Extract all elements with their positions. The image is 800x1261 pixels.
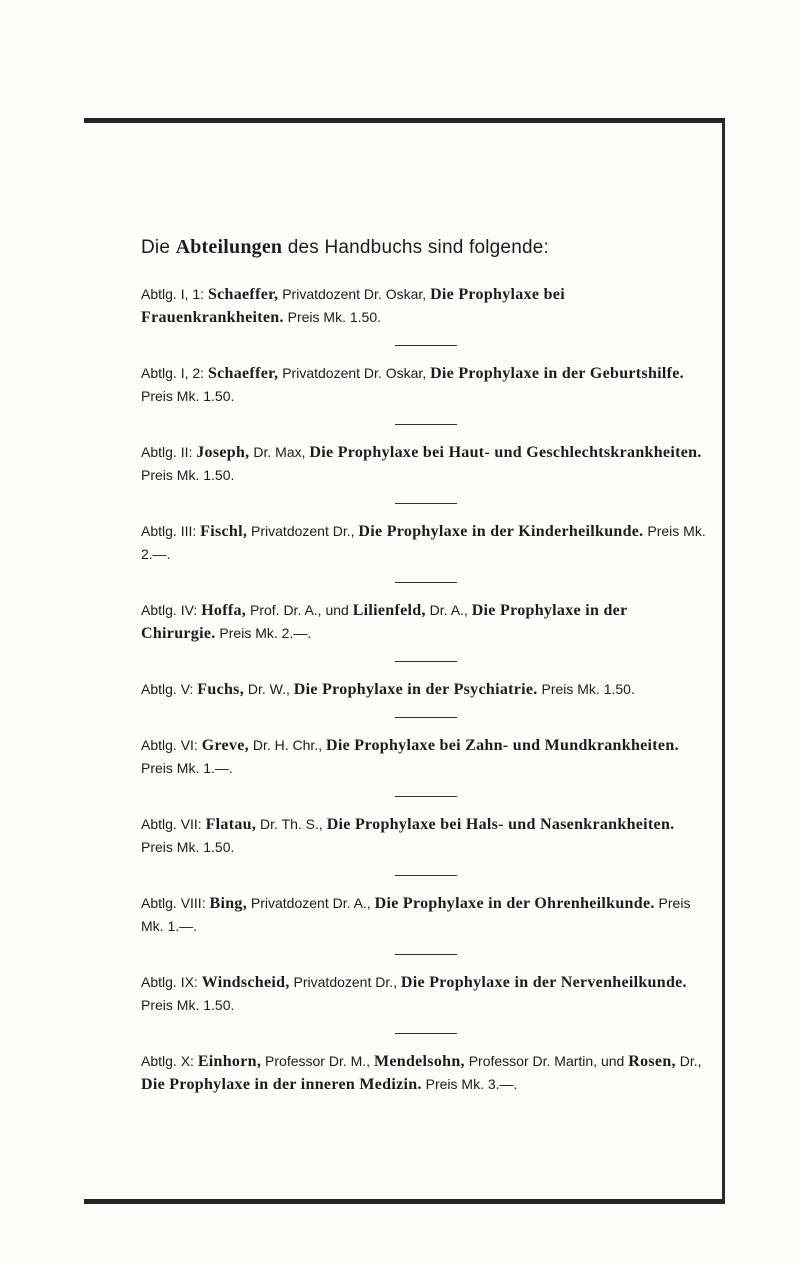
entry-abtlg: Abtlg. III:	[141, 523, 201, 539]
entry-author: Einhorn,	[197, 1053, 262, 1070]
entry-title: Die Prophylaxe in der Geburtshilfe.	[430, 365, 684, 382]
entry-author: Greve,	[201, 737, 249, 754]
separator-rule	[395, 424, 457, 425]
entry-author: Schaeffer,	[207, 365, 279, 382]
entry-title: Die Prophylaxe in der Chirurgie.	[141, 602, 628, 642]
entry-author-detail: Dr. H. Chr.,	[248, 737, 326, 753]
entry-author-2-detail: Dr. A.,	[425, 602, 472, 618]
separator-rule	[395, 796, 457, 797]
entry-author: Fischl,	[200, 523, 248, 540]
catalog-heading	[141, 236, 706, 259]
entry-price: Preis Mk. 1.50.	[141, 839, 235, 855]
entry-abtlg: Abtlg. VI:	[141, 737, 202, 753]
entry-author: Schaeffer,	[207, 286, 279, 303]
entry-author-detail: Privatdozent Dr. A.,	[247, 895, 375, 911]
entry-title: Die Prophylaxe in der Ohrenheilkunde.	[374, 895, 655, 912]
entry-author-detail: Privatdozent Dr.,	[289, 974, 401, 990]
entry-author-2: Mendelsohn,	[373, 1053, 465, 1070]
entry-title: Die Prophylaxe in der Nervenheilkunde.	[400, 974, 687, 991]
entry-price: Preis Mk. 2.—.	[141, 523, 706, 562]
heading-prefix: Die	[141, 237, 176, 258]
separator-rule	[395, 1033, 457, 1034]
entry-price: Preis Mk. 2.—.	[215, 625, 312, 641]
catalog-entry	[141, 678, 706, 701]
entry-abtlg: Abtlg. IX:	[141, 974, 202, 990]
catalog-entry	[141, 441, 706, 487]
entry-author-detail: Prof. Dr. A., und	[246, 602, 353, 618]
heading-suffix: des Handbuchs sind folgende:	[282, 237, 549, 258]
catalog-entry	[141, 283, 706, 329]
entry-abtlg: Abtlg. IV:	[141, 602, 202, 618]
entry-abtlg: Abtlg. II:	[141, 444, 197, 460]
entry-price: Preis Mk. 1.50.	[283, 309, 382, 325]
catalog-entry	[141, 362, 706, 408]
entry-price: Preis Mk. 1.50.	[141, 997, 235, 1013]
entry-title: Die Prophylaxe bei Hals- und Nasenkrankheiten.	[326, 816, 675, 833]
catalog-entry	[141, 813, 706, 859]
catalog-entry	[141, 971, 706, 1017]
entry-title: Die Prophylaxe in der Psychiatrie.	[293, 681, 538, 698]
entry-author-3: Rosen,	[628, 1053, 676, 1070]
entry-price: Preis Mk. 1.50.	[537, 681, 635, 697]
entry-abtlg: Abtlg. VII:	[141, 816, 206, 832]
catalog-content	[141, 236, 706, 1096]
entry-title: Die Prophylaxe bei Haut- und Geschlechtskrankheiten.	[309, 444, 702, 461]
catalog-entry	[141, 599, 706, 645]
entry-title: Die Prophylaxe bei Frauenkrankheiten.	[141, 286, 565, 326]
entry-price: Preis Mk. 1.—.	[141, 895, 691, 934]
catalog-entry	[141, 892, 706, 938]
entry-abtlg: Abtlg. X:	[141, 1053, 198, 1069]
separator-rule	[395, 954, 457, 955]
catalog-entry	[141, 734, 706, 780]
separator-rule	[395, 661, 457, 662]
entry-author-3-detail: Dr.,	[675, 1053, 702, 1069]
entry-author-detail: Dr. W.,	[244, 681, 294, 697]
separator-rule	[395, 717, 457, 718]
entry-author-detail: Privatdozent Dr. Oskar,	[278, 365, 431, 381]
entry-author: Flatau,	[205, 816, 257, 833]
entry-abtlg: Abtlg. I, 1:	[141, 286, 208, 302]
separator-rule	[395, 345, 457, 346]
entry-author: Windscheid,	[201, 974, 290, 991]
entry-author-detail: Dr. Max,	[249, 444, 310, 460]
entry-abtlg: Abtlg. V:	[141, 681, 198, 697]
entry-title: Die Prophylaxe in der inneren Medizin.	[141, 1076, 422, 1093]
entry-price: Preis Mk. 1.50.	[141, 388, 235, 404]
entry-author-detail: Dr. Th. S.,	[256, 816, 327, 832]
entry-author: Hoffa,	[201, 602, 247, 619]
entry-price: Preis Mk. 3.—.	[421, 1076, 518, 1092]
entry-price: Preis Mk. 1.50.	[141, 467, 235, 483]
separator-rule	[395, 503, 457, 504]
entry-abtlg: Abtlg. I, 2:	[141, 365, 208, 381]
entry-author: Bing,	[209, 895, 247, 912]
entry-author-detail: Professor Dr. M.,	[261, 1053, 374, 1069]
heading-bold: Abteilungen	[175, 236, 283, 258]
entry-abtlg: Abtlg. VIII:	[141, 895, 210, 911]
entry-price: Preis Mk. 1.—.	[141, 760, 233, 776]
entry-author-detail: Privatdozent Dr.,	[247, 523, 359, 539]
entry-title: Die Prophylaxe bei Zahn- und Mundkrankheiten.	[325, 737, 679, 754]
entry-author: Fuchs,	[197, 681, 244, 698]
entry-author-2-detail: Professor Dr. Martin, und	[464, 1053, 629, 1069]
entry-title: Die Prophylaxe in der Kinderheilkunde.	[358, 523, 644, 540]
entry-author-detail: Privatdozent Dr. Oskar,	[278, 286, 431, 302]
entry-author-2: Lilienfeld,	[352, 602, 426, 619]
entry-author: Joseph,	[196, 444, 250, 461]
separator-rule	[395, 582, 457, 583]
separator-rule	[395, 875, 457, 876]
catalog-entry	[141, 1050, 706, 1096]
catalog-entry	[141, 520, 706, 566]
